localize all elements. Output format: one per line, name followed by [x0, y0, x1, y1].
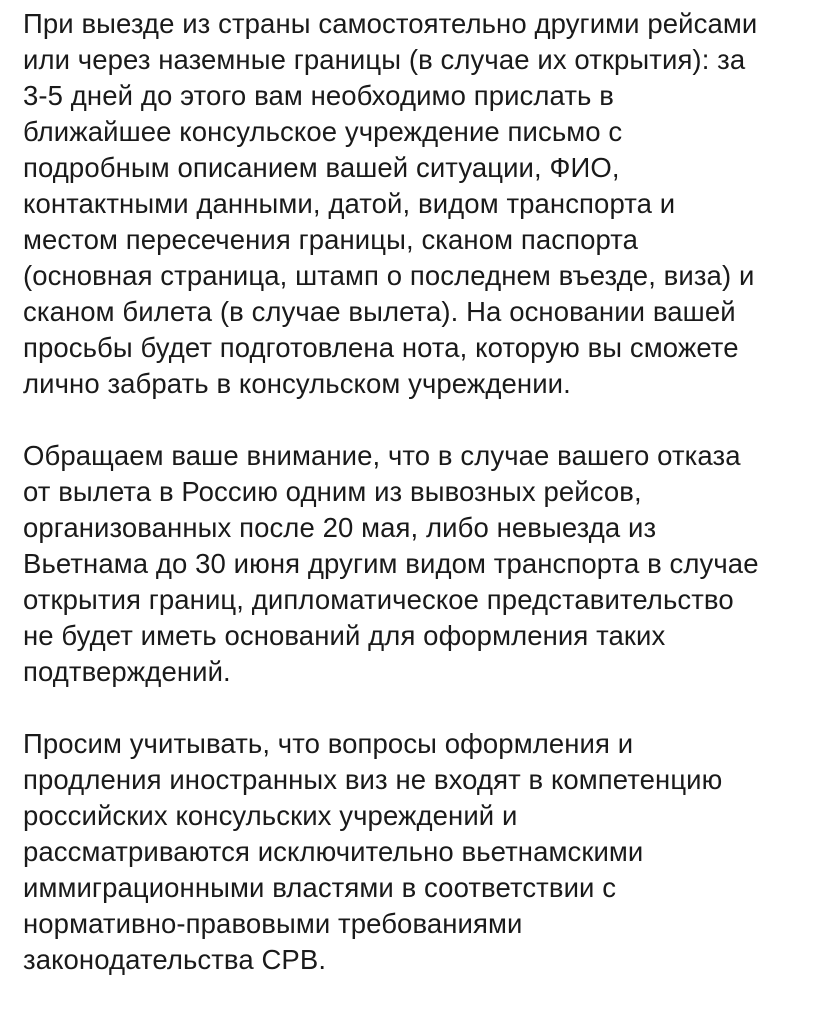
- text-line: или через наземные границы (в случае их открытия): за: [23, 44, 746, 75]
- text-line: продления иностранных виз не входят в компетенцию: [23, 764, 723, 795]
- paragraph-departure-instructions: [23, 6, 823, 402]
- text-line: иммиграционными властями в соответствии с: [23, 872, 617, 903]
- text-line: подробным описанием вашей ситуации, ФИО,: [23, 152, 620, 183]
- text-line: подтверждений.: [23, 656, 231, 687]
- text-line: 3-5 дней до этого вам необходимо прислать в: [23, 80, 614, 111]
- text-line: сканом билета (в случае вылета). На основании вашей: [23, 296, 736, 327]
- text-line: При выезде из страны самостоятельно другими рейсами: [23, 8, 758, 39]
- text-line: российских консульских учреждений и: [23, 800, 518, 831]
- text-line: местом пересечения границы, сканом паспорта: [23, 224, 639, 255]
- text-line: просьбы будет подготовлена нота, которую вы сможете: [23, 332, 739, 363]
- text-line: ближайшее консульское учреждение письмо с: [23, 116, 623, 147]
- text-line: от вылета в Россию одним из вывозных рейсов,: [23, 476, 642, 507]
- paragraph-visa-notice: [23, 726, 823, 978]
- paragraph-attention-notice: [23, 438, 823, 690]
- document-body: [23, 6, 823, 1014]
- text-line: организованных после 20 мая, либо невыезда из: [23, 512, 657, 543]
- text-line: нормативно-правовыми требованиями: [23, 908, 523, 939]
- text-line: открытия границ, дипломатическое представительство: [23, 584, 734, 615]
- text-line: законодательства СРВ.: [23, 944, 327, 975]
- text-line: контактными данными, датой, видом транспорта и: [23, 188, 676, 219]
- text-line: лично забрать в консульском учреждении.: [23, 368, 571, 399]
- text-line: Обращаем ваше внимание, что в случае вашего отказа: [23, 440, 741, 471]
- text-line: Вьетнама до 30 июня другим видом транспорта в случае: [23, 548, 759, 579]
- text-line: рассматриваются исключительно вьетнамскими: [23, 836, 644, 867]
- text-line: (основная страница, штамп о последнем въезде, виза) и: [23, 260, 755, 291]
- text-line: Просим учитывать, что вопросы оформления и: [23, 728, 634, 759]
- text-line: не будет иметь оснований для оформления таких: [23, 620, 666, 651]
